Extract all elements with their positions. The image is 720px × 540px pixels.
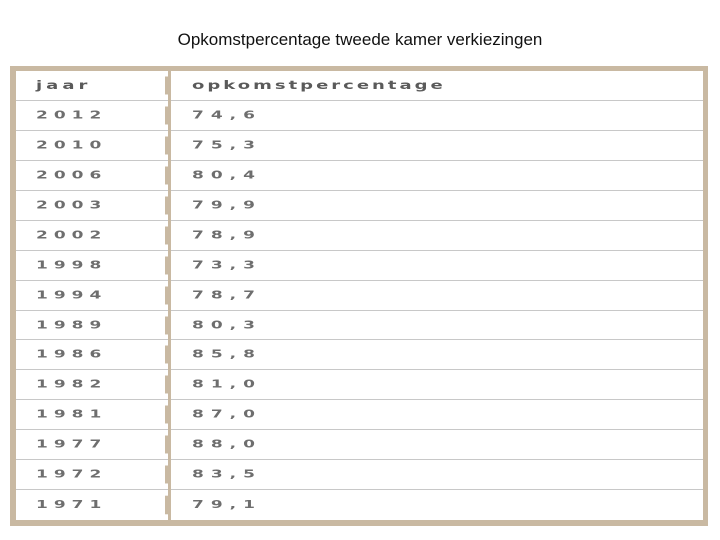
- table-row: [16, 221, 703, 251]
- percentage-cell: 87,0: [192, 408, 262, 421]
- table-row: [16, 490, 703, 520]
- header-percentage: opkomstpercentage: [192, 78, 446, 92]
- table-header-row: [16, 71, 703, 101]
- year-cell: 1971: [16, 496, 168, 515]
- percentage-cell: 85,8: [192, 348, 262, 362]
- year-cell: 2003: [16, 196, 168, 214]
- table-row: [16, 131, 703, 161]
- table-row: [16, 430, 703, 460]
- page-title: Opkomstpercentage tweede kamer verkiezingen: [177, 30, 543, 49]
- table-row: [16, 370, 703, 400]
- year-cell: 1982: [16, 376, 168, 394]
- table-row: [16, 161, 703, 191]
- table-row: [16, 251, 703, 281]
- percentage-cell: 80,3: [192, 318, 262, 332]
- percentage-cell: 74,6: [192, 109, 262, 122]
- year-cell: 2012: [16, 106, 168, 124]
- year-cell: 1986: [16, 346, 168, 364]
- table-row: [16, 400, 703, 430]
- year-cell: 1972: [16, 466, 168, 484]
- table-row: [16, 281, 703, 311]
- percentage-cell: 79,9: [192, 199, 262, 212]
- year-cell: 1998: [16, 256, 168, 274]
- table-row: [16, 191, 703, 221]
- table-body: [16, 71, 703, 520]
- turnout-table: [10, 66, 708, 526]
- table-row: [16, 340, 703, 370]
- percentage-cell: 78,7: [192, 288, 262, 302]
- year-cell: 1981: [16, 406, 168, 424]
- percentage-cell: 80,4: [192, 169, 262, 182]
- percentage-cell: 81,0: [192, 378, 262, 392]
- percentage-cell: 79,1: [192, 498, 262, 512]
- table-row: [16, 460, 703, 490]
- table-row: [16, 311, 703, 341]
- year-cell: 1994: [16, 286, 168, 304]
- year-cell: 1989: [16, 316, 168, 334]
- percentage-cell: 88,0: [192, 438, 262, 451]
- year-cell: 2010: [16, 136, 168, 154]
- percentage-cell: 73,3: [192, 258, 262, 272]
- header-year: jaar: [16, 76, 168, 94]
- percentage-cell: 83,5: [192, 468, 262, 481]
- percentage-cell: 75,3: [192, 139, 262, 152]
- year-cell: 2002: [16, 226, 168, 244]
- table-row: [16, 101, 703, 131]
- percentage-cell: 78,9: [192, 228, 262, 242]
- year-cell: 2006: [16, 166, 168, 184]
- year-cell: 1977: [16, 436, 168, 454]
